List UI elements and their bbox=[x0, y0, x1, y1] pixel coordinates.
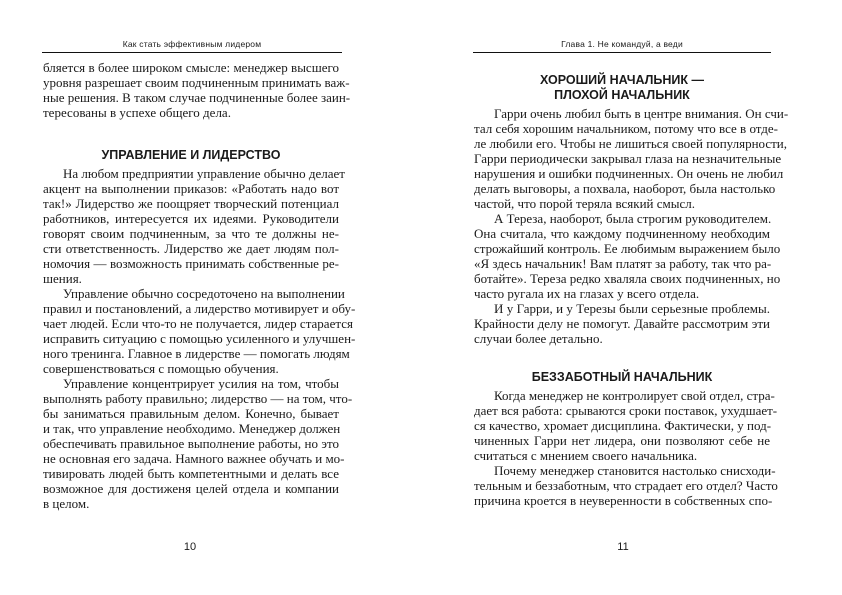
paragraph bbox=[474, 211, 781, 301]
text-line: возможное для достиженя целей отдела и компании bbox=[43, 481, 339, 496]
paragraph bbox=[474, 463, 778, 508]
text-line: говорят своим подчиненным, за что те должны не- bbox=[43, 226, 339, 241]
text-line: часто ругала их на глазах у всего отдела. bbox=[474, 286, 700, 301]
text-line: Когда менеджер не контролирует свой отдел, стра- bbox=[494, 388, 775, 403]
running-head: Глава 1. Не командуй, а веди bbox=[473, 38, 771, 53]
text-line: бы заниматься правильным делом. Конечно, бывает bbox=[43, 406, 339, 421]
text-line: Гарри периодически закрывал глаза на незначительные bbox=[474, 151, 782, 166]
page-number: 11 bbox=[617, 541, 629, 553]
heading-line: БЕЗЗАБОТНЫЙ НАЧАЛЬНИК bbox=[531, 370, 713, 384]
text-line: частой, что порой теряла всякий смысл. bbox=[474, 196, 695, 211]
text-line: сти ответственность. Лидерство же дает людям пол- bbox=[43, 241, 339, 256]
text-line: шения. bbox=[43, 271, 82, 286]
text-line: тивировать людей быть компетентными и делать все bbox=[43, 466, 339, 481]
text-line: ного тренинга. Главное в лидерстве — помогать людям bbox=[43, 346, 350, 361]
paragraph bbox=[43, 166, 345, 286]
paragraph bbox=[43, 60, 351, 120]
text-line: обеспечивать правильное выполнение работы, но это bbox=[43, 436, 339, 451]
section-heading bbox=[43, 148, 339, 163]
text-line: чиненных Гарри нет лидера, они позволяют себе не bbox=[474, 433, 770, 448]
paragraph bbox=[474, 106, 789, 211]
text-line: в целом. bbox=[43, 496, 90, 511]
paragraph bbox=[43, 376, 353, 511]
section-heading bbox=[474, 73, 770, 103]
text-line: исправить ситуацию с помощью усиленного и улучшен- bbox=[43, 331, 356, 346]
right-page bbox=[421, 0, 842, 595]
text-line: На любом предприятии управление обычно делает bbox=[63, 166, 345, 181]
text-line: И у Гарри, и у Терезы были серьезные проблемы. bbox=[494, 301, 770, 316]
text-line: ботайте». Тереза редко хваляла своих подчиненных, но bbox=[474, 271, 781, 286]
text-line: выполнять работу правильно; лидерство — на том, что- bbox=[43, 391, 353, 406]
text-line: «Я здесь начальник! Вам платят за работу, так что ра- bbox=[474, 256, 772, 271]
text-line: А Тереза, наоборот, была строгим руководителем. bbox=[494, 211, 772, 226]
paragraph bbox=[43, 286, 356, 376]
text-line: совершенствоваться с помощью обучения. bbox=[43, 361, 279, 376]
section-heading bbox=[474, 370, 770, 385]
text-line: делать выговоры, а похвала, наоборот, была настолько bbox=[474, 181, 776, 196]
text-line: так!» Лидерство же поощряет творческий потенциал bbox=[43, 196, 339, 211]
text-line: дает вся работа: срываются сроки поставок, ухудшает- bbox=[474, 403, 778, 418]
text-line: ные решения. В таком случае подчиненные более заин- bbox=[43, 90, 351, 105]
text-line: акцент на выполнении приказов: «Работать надо вот bbox=[43, 181, 339, 196]
text-line: правил и постановлений, а лидерство мотивирует и обу- bbox=[43, 301, 356, 316]
text-line: тересованы в успехе общего дела. bbox=[43, 105, 231, 120]
text-line: нарушения и ошибки подчиненных. Он очень не любил bbox=[474, 166, 784, 181]
text-line: ле любили его. Чтобы не лишиться своей популярности, bbox=[474, 136, 788, 151]
text-line: считаться с мнением своего начальника. bbox=[474, 448, 698, 463]
text-line: случаи более детально. bbox=[474, 331, 603, 346]
text-line: уровня разрешает своим подчиненным принимать важ- bbox=[43, 75, 350, 90]
text-line: номочия — возможность принимать собственные ре- bbox=[43, 256, 339, 271]
text-line: Почему менеджер становится настолько снисходи- bbox=[494, 463, 776, 478]
paragraph bbox=[474, 301, 770, 346]
text-line: причина кроется в неуверенности в собственных спо- bbox=[474, 493, 773, 508]
page-number: 10 bbox=[183, 541, 197, 553]
heading-line: ХОРОШИЙ НАЧАЛЬНИК — bbox=[539, 73, 705, 87]
text-line: и так, что управление необходимо. Менеджер должен bbox=[43, 421, 341, 436]
text-line: Управление обычно сосредоточено на выполнении bbox=[63, 286, 345, 301]
text-line: строжайший контроль. Ее любимым выражением было bbox=[474, 241, 781, 256]
text-line: Крайности делу не помогут. Давайте рассмотрим эти bbox=[474, 316, 770, 331]
text-line: тельным и беззаботным, что страдает его отдел? Часто bbox=[474, 478, 778, 493]
text-line: Гарри очень любил быть в центре внимания. Он счи- bbox=[494, 106, 789, 121]
heading-line: УПРАВЛЕНИЕ И ЛИДЕРСТВО bbox=[101, 148, 281, 162]
text-line: бляется в более широком смысле: менеджер высшего bbox=[43, 60, 339, 75]
running-head: Как стать эффективным лидером bbox=[42, 38, 342, 53]
text-line: Она считала, что каждому подчиненному необходим bbox=[474, 226, 770, 241]
text-line: работников, интересуется их идеями. Руководители bbox=[43, 211, 339, 226]
text-line: Управление концентрирует усилия на том, чтобы bbox=[63, 376, 339, 391]
text-line: не основная его задача. Намного важнее обучать и мо- bbox=[43, 451, 345, 466]
text-line: чает людей. Если что-то не получается, лидер старается bbox=[43, 316, 353, 331]
text-line: тал себя хорошим начальником, потому что все в отде- bbox=[474, 121, 778, 136]
paragraph bbox=[474, 388, 778, 463]
heading-line: ПЛОХОЙ НАЧАЛЬНИК bbox=[554, 88, 690, 102]
text-line: ся качество, хромает дисциплина. Фактически, у под- bbox=[474, 418, 772, 433]
